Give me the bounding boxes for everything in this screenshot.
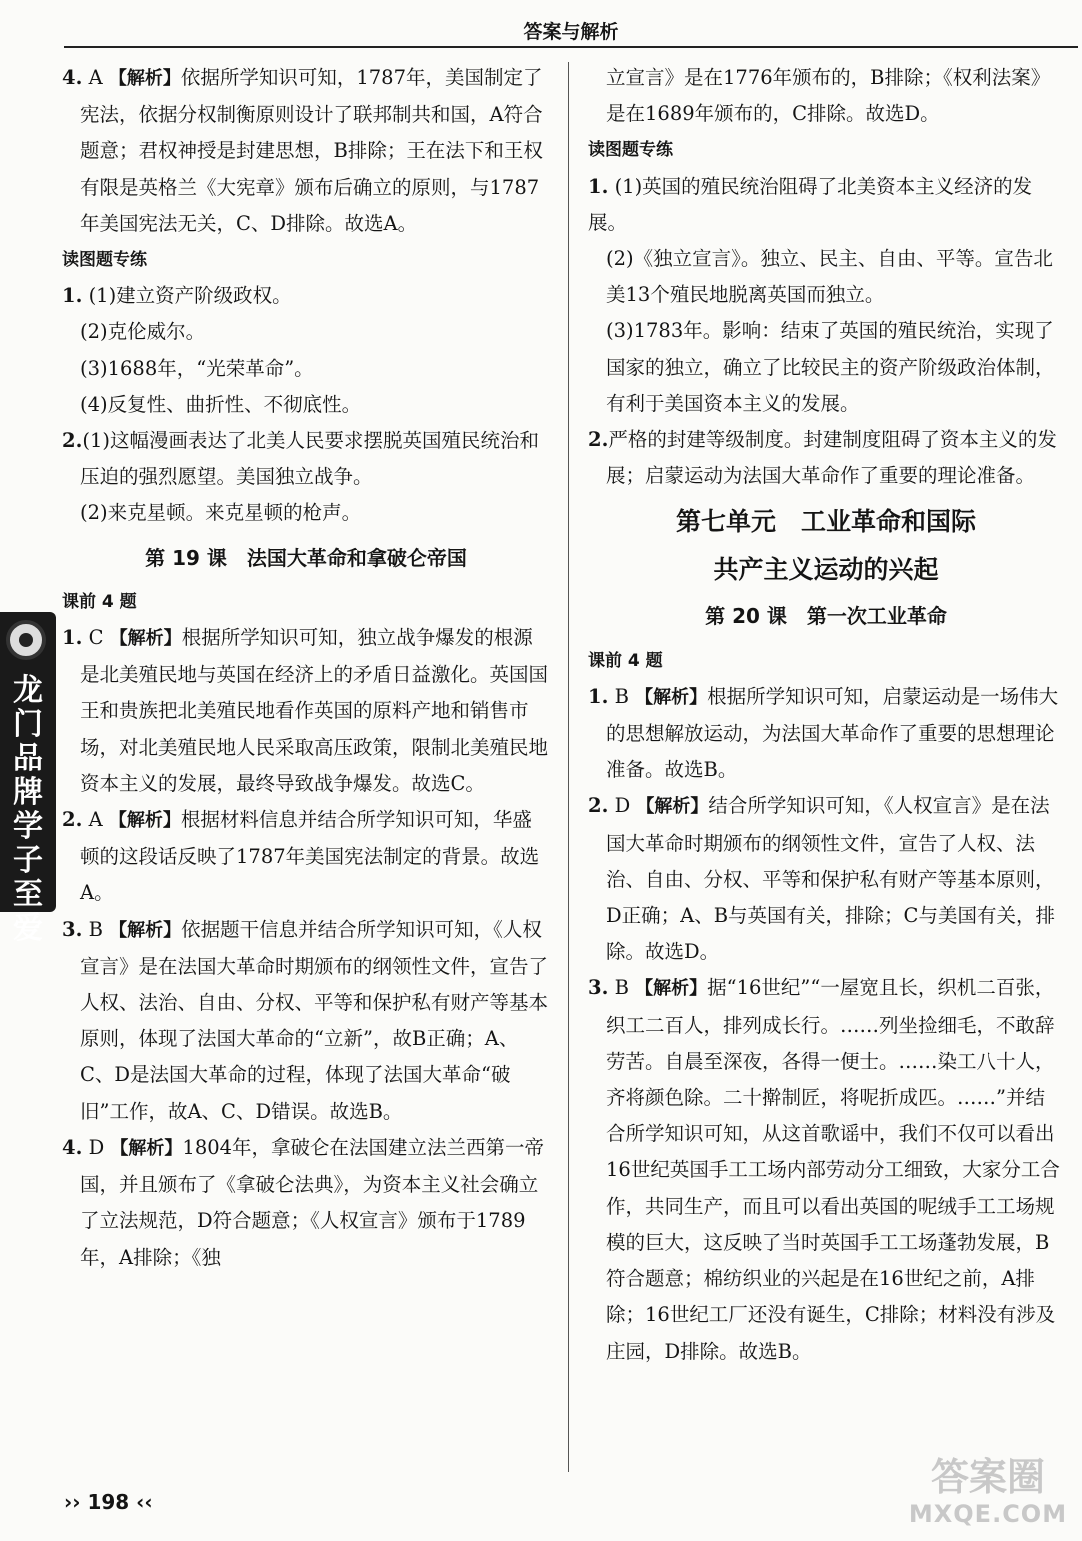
item-answer: B (614, 684, 629, 708)
answer-item (62, 620, 550, 802)
item-text: 结合所学知识可知，《人权宣言》是在法国大革命时期颁布的纲领性文件，宣告了人权、法治、自由、分权、平等和保护私有财产等基本原则，D正确；A、B与英国有关，排除；C与美国有关，排除。故选D。 (606, 794, 1055, 964)
analysis-tag: 【解析】 (635, 686, 708, 708)
section-label-pre: 课前 4 题 (62, 591, 137, 612)
item-number: 1. (588, 174, 609, 198)
item-text: 根据所学知识可知，独立战争爆发的根源是北美殖民地与英国在经济上的矛盾日益激化。英国国王和贵族把北美殖民地看作英国的原料产地和销售市场，对北美殖民地人民采取高压政策，限制北美殖民地资本主义的发展，最终导致战争爆发。故选C。 (80, 626, 549, 795)
item-answer: A (88, 66, 103, 89)
item-text: 依据所学知识可知，1787年，美国制定了宪法，依据分权制衡原则设计了联邦制共和国，A符合题意；君权神授是封建思想，B排除；王在法下和王权有限是英格兰《大宪章》颁布后确立的原则，与1787年美国宪法无关，C、D排除。故选A。 (80, 66, 543, 235)
analysis-tag: 【解析】 (108, 68, 181, 89)
item-text: 1804年，拿破仑在法国建立法兰西第一帝国，并且颁布了《拿破仑法典》，为资本主义社会确立了立法规范，D符合题意；《人权宣言》颁布于1789年，A排除；《独 (80, 1135, 545, 1269)
header-title: 答案与解析 (523, 21, 619, 43)
analysis-tag: 【解析】 (110, 1137, 183, 1159)
item-text: 根据所学知识可知，启蒙运动是一场伟大的思想解放运动，为法国大革命作了重要的思想理论准备。故选B。 (606, 684, 1059, 782)
section-label-pre: 课前 4 题 (588, 650, 663, 671)
item-answer: C (88, 626, 104, 650)
answer-item (588, 679, 1064, 789)
answer-item (588, 422, 1064, 494)
item-number: 2. (588, 794, 609, 818)
section-label-read: 读图题专练 (62, 250, 147, 271)
item-number: 3. (62, 917, 83, 941)
brand-side-tab (0, 612, 56, 946)
item-answer: D (614, 794, 631, 818)
right-column (588, 60, 1064, 1370)
analysis-tag: 【解析】 (108, 810, 181, 832)
watermark-url: MXQE.COM (908, 1500, 1068, 1528)
item-text: 据“16世纪”“一屋宽且长，织机二百张，织工二百人，排列成长行。……列坐捡细毛，不敢辞劳苦。自晨至深夜，各得一便士。……染工八十人，齐将颜色除。二十擀制匠，将呢折成匹。……”并结合所学知识可知，从这首歌谣中，我们不仅可以看出16世纪英国手工工场内部劳动分工细致，大家分工合作，共同生产，而且可以看出英国的呢绒手工工场规模的巨大，这反映了当时英国手工工场蓬勃发展，B符合题意；棉纺织业的兴起是在16世纪之前，A排除；16世纪工厂还没有诞生，C排除；材料没有涉及庄园，D排除。故选B。 (606, 976, 1060, 1363)
item-text: 严格的封建等级制度。封建制度阻碍了资本主义的发展；启蒙运动为法国大革命作了重要的理论准备。 (606, 428, 1057, 488)
item-number: 3. (588, 976, 609, 1000)
sub-answer: (3)1783年。影响：结束了英国的殖民统治，实现了国家的独立，确立了比较民主的资产阶级政治体制，有利于美国资本主义的发展。 (606, 319, 1055, 415)
unit-title (588, 502, 1064, 590)
watermark-logo (900, 1455, 1076, 1535)
lesson-title: 第 20 课 第一次工业革命 (705, 604, 947, 629)
analysis-tag: 【解析】 (109, 919, 182, 941)
unit-title-line: 第七单元 工业革命和国际 (675, 507, 976, 537)
left-column (62, 60, 550, 1276)
item-number: 2. (62, 808, 83, 832)
answer-item (62, 423, 550, 495)
analysis-tag: 【解析】 (636, 796, 709, 818)
sub-answer: (2)来克星顿。来克星顿的枪声。 (80, 501, 362, 525)
page-header (64, 18, 1078, 48)
answer-item (588, 788, 1064, 970)
lesson-title: 第 19 课 法国大革命和拿破仑帝国 (145, 545, 467, 570)
section-label-read: 读图题专练 (588, 140, 673, 161)
item-number: 1. (62, 284, 83, 308)
answer-item (62, 1130, 550, 1276)
sub-answer: (2)克伦威尔。 (80, 320, 206, 344)
item-text: 根据材料信息并结合所学知识可知，华盛顿的这段话反映了1787年美国宪法制定的背景。故选A。 (80, 808, 540, 905)
item-number: 1. (62, 626, 83, 650)
item-answer: A (88, 808, 103, 832)
sub-answer: (2)《独立宣言》。独立、民主、自由、平等。宣告北美13个殖民地脱离英国而独立。 (606, 247, 1053, 307)
watermark-text: 答案圈 (930, 1455, 1045, 1499)
sub-answer: (3)1688年，“光荣革命”。 (80, 356, 314, 380)
answer-item (588, 970, 1064, 1369)
item-answer: B (88, 917, 103, 941)
item-text: 依据题干信息并结合所学知识可知，《人权宣言》是在法国大革命时期颁布的纲领性文件，宣告了人权、法治、自由、分权、平等和保护私有财产等基本原则，体现了法国大革命的“立新”，故B正确；A、C、D是法国大革命的过程，体现了法国大革命“破旧”工作，故A、C、D错误。故选B。 (80, 917, 549, 1123)
item-answer: B (614, 976, 629, 1000)
item-number: 2. (62, 429, 83, 453)
answer-item (588, 169, 1064, 241)
item-answer: D (88, 1135, 105, 1159)
item-number: 4. (62, 66, 83, 89)
item-text: (1)这幅漫画表达了北美人民要求摆脱英国殖民统治和压迫的强烈愿望。美国独立战争。 (80, 429, 539, 489)
sub-answer: (4)反复性、曲折性、不彻底性。 (80, 392, 362, 416)
analysis-tag: 【解析】 (635, 978, 708, 1000)
continued-text: 立宣言》是在1776年颁布的，B排除；《权利法案》是在1689年颁布的，C排除。故选D。 (606, 66, 1051, 126)
item-number: 4. (62, 1135, 83, 1159)
brand-slogan: 龙门品牌学子至爱 (13, 673, 43, 946)
answer-item (62, 278, 550, 314)
item-number: 1. (588, 684, 609, 708)
answer-item (62, 60, 550, 242)
answer-item (62, 802, 550, 912)
column-divider (568, 62, 569, 1472)
page-number: ›› 198 ‹‹ (64, 1490, 153, 1514)
analysis-tag: 【解析】 (109, 628, 182, 650)
item-text: (1)建立资产阶级政权。 (88, 284, 292, 308)
item-number: 2. (588, 428, 609, 452)
unit-title-line: 共产主义运动的兴起 (713, 555, 939, 585)
answer-item (62, 912, 550, 1130)
brand-circle-icon (6, 620, 46, 660)
item-text: (1)英国的殖民统治阻碍了北美资本主义经济的发展。 (588, 174, 1033, 234)
